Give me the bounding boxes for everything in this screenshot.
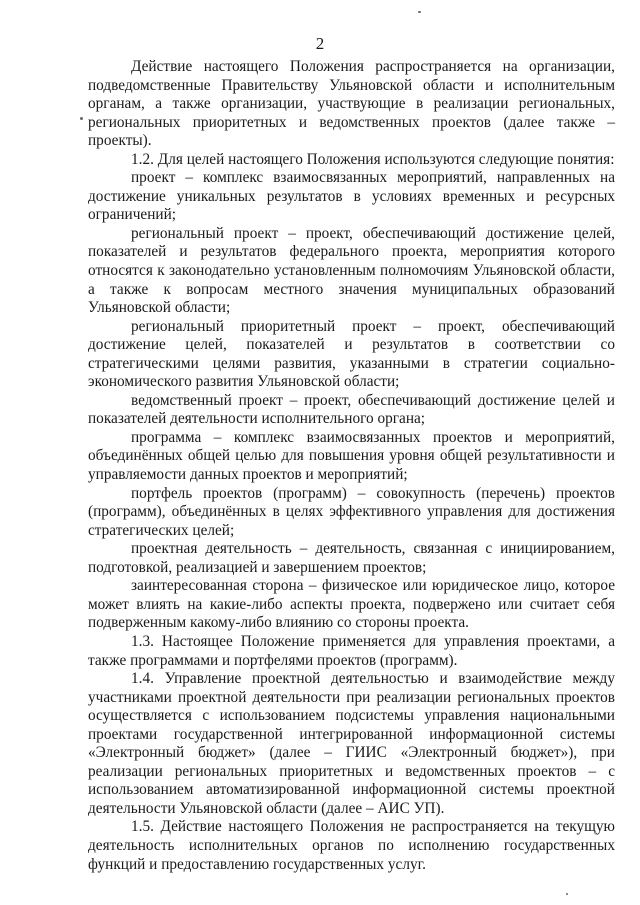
- definition-stakeholder: заинтересованная сторона – физическое или юридическое лицо, которое может влиять на какие-либо аспекты проекта, подвержено или считает себя подверженным какому-либо влиянию со стороны проекта.: [88, 577, 615, 632]
- definition-project-activity: проектная деятельность – деятельность, связанная с инициированием, подготовкой, реализацией и завершением проектов;: [88, 540, 615, 576]
- definition-regional-priority-project: региональный приоритетный проект – проект, обеспечивающий достижение целей, показателей и результатов в соответствии со стратегическими целями развития, указанными в стратегии социально-экономического развития Ульяновской области;: [88, 317, 615, 391]
- page-number: 2: [315, 34, 325, 53]
- paragraph-1-5: 1.5. Действие настоящего Положения не распространяется на текущую деятельность исполнительных органов по исполнению государственных функций и предоставлению государственных услуг.: [88, 818, 615, 873]
- definition-project-portfolio: портфель проектов (программ) – совокупность (перечень) проектов (программ), объединённых в целях эффективного управления для достижения стратегических целей;: [88, 484, 615, 539]
- scan-speck: [566, 893, 568, 895]
- paragraph-1-3: 1.3. Настоящее Положение применяется для управления проектами, а также программами и портфелями проектов (программ).: [88, 632, 615, 669]
- paragraph-1-2-definitions-intro: 1.2. Для целей настоящего Положения используются следующие понятия:: [131, 150, 615, 168]
- definition-project: проект – комплекс взаимосвязанных мероприятий, направленных на достижение уникальных результатов в условиях временных и ресурсных ограничений;: [88, 169, 615, 224]
- paragraph-1-4: 1.4. Управление проектной деятельностью и взаимодействие между участниками проектной деятельности при реализации региональных проектов осуществляется с использованием подсистемы управления национальными проектами государственной интегрированной информационной системы «Электронный бюджет» (далее – ГИИС «Электронный бюджет»), при реализации региональных приоритетных и ведомственных проектов – с использованием автоматизированной информационной системы проектной деятельности Ульяновской области (далее – АИС УП).: [88, 670, 615, 817]
- document-body: [88, 58, 615, 874]
- scan-speck: [418, 11, 421, 13]
- definition-departmental-project: ведомственный проект – проект, обеспечивающий достижение целей и показателей деятельности исполнительного органа;: [88, 391, 615, 428]
- scan-speck: [80, 117, 83, 120]
- definition-regional-project: региональный проект – проект, обеспечивающий достижение целей, показателей и результатов федерального проекта, мероприятия которого относятся к законодательно установленным полномочиям Ульяновской области, а также к вопросам местного значения муниципальных образований Ульяновской области;: [88, 224, 615, 317]
- paragraph-scope: Действие настоящего Положения распространяется на организации, подведомственные Правительству Ульяновской области и исполнительным органам, а также организации, участвующие в реализации региональных, региональных приоритетных и ведомственных проектов (далее также – проекты).: [88, 58, 615, 150]
- definition-program: программа – комплекс взаимосвязанных проектов и мероприятий, объединённых общей целью для повышения уровня общей результативности и управляемости данных проектов и мероприятий;: [88, 428, 615, 484]
